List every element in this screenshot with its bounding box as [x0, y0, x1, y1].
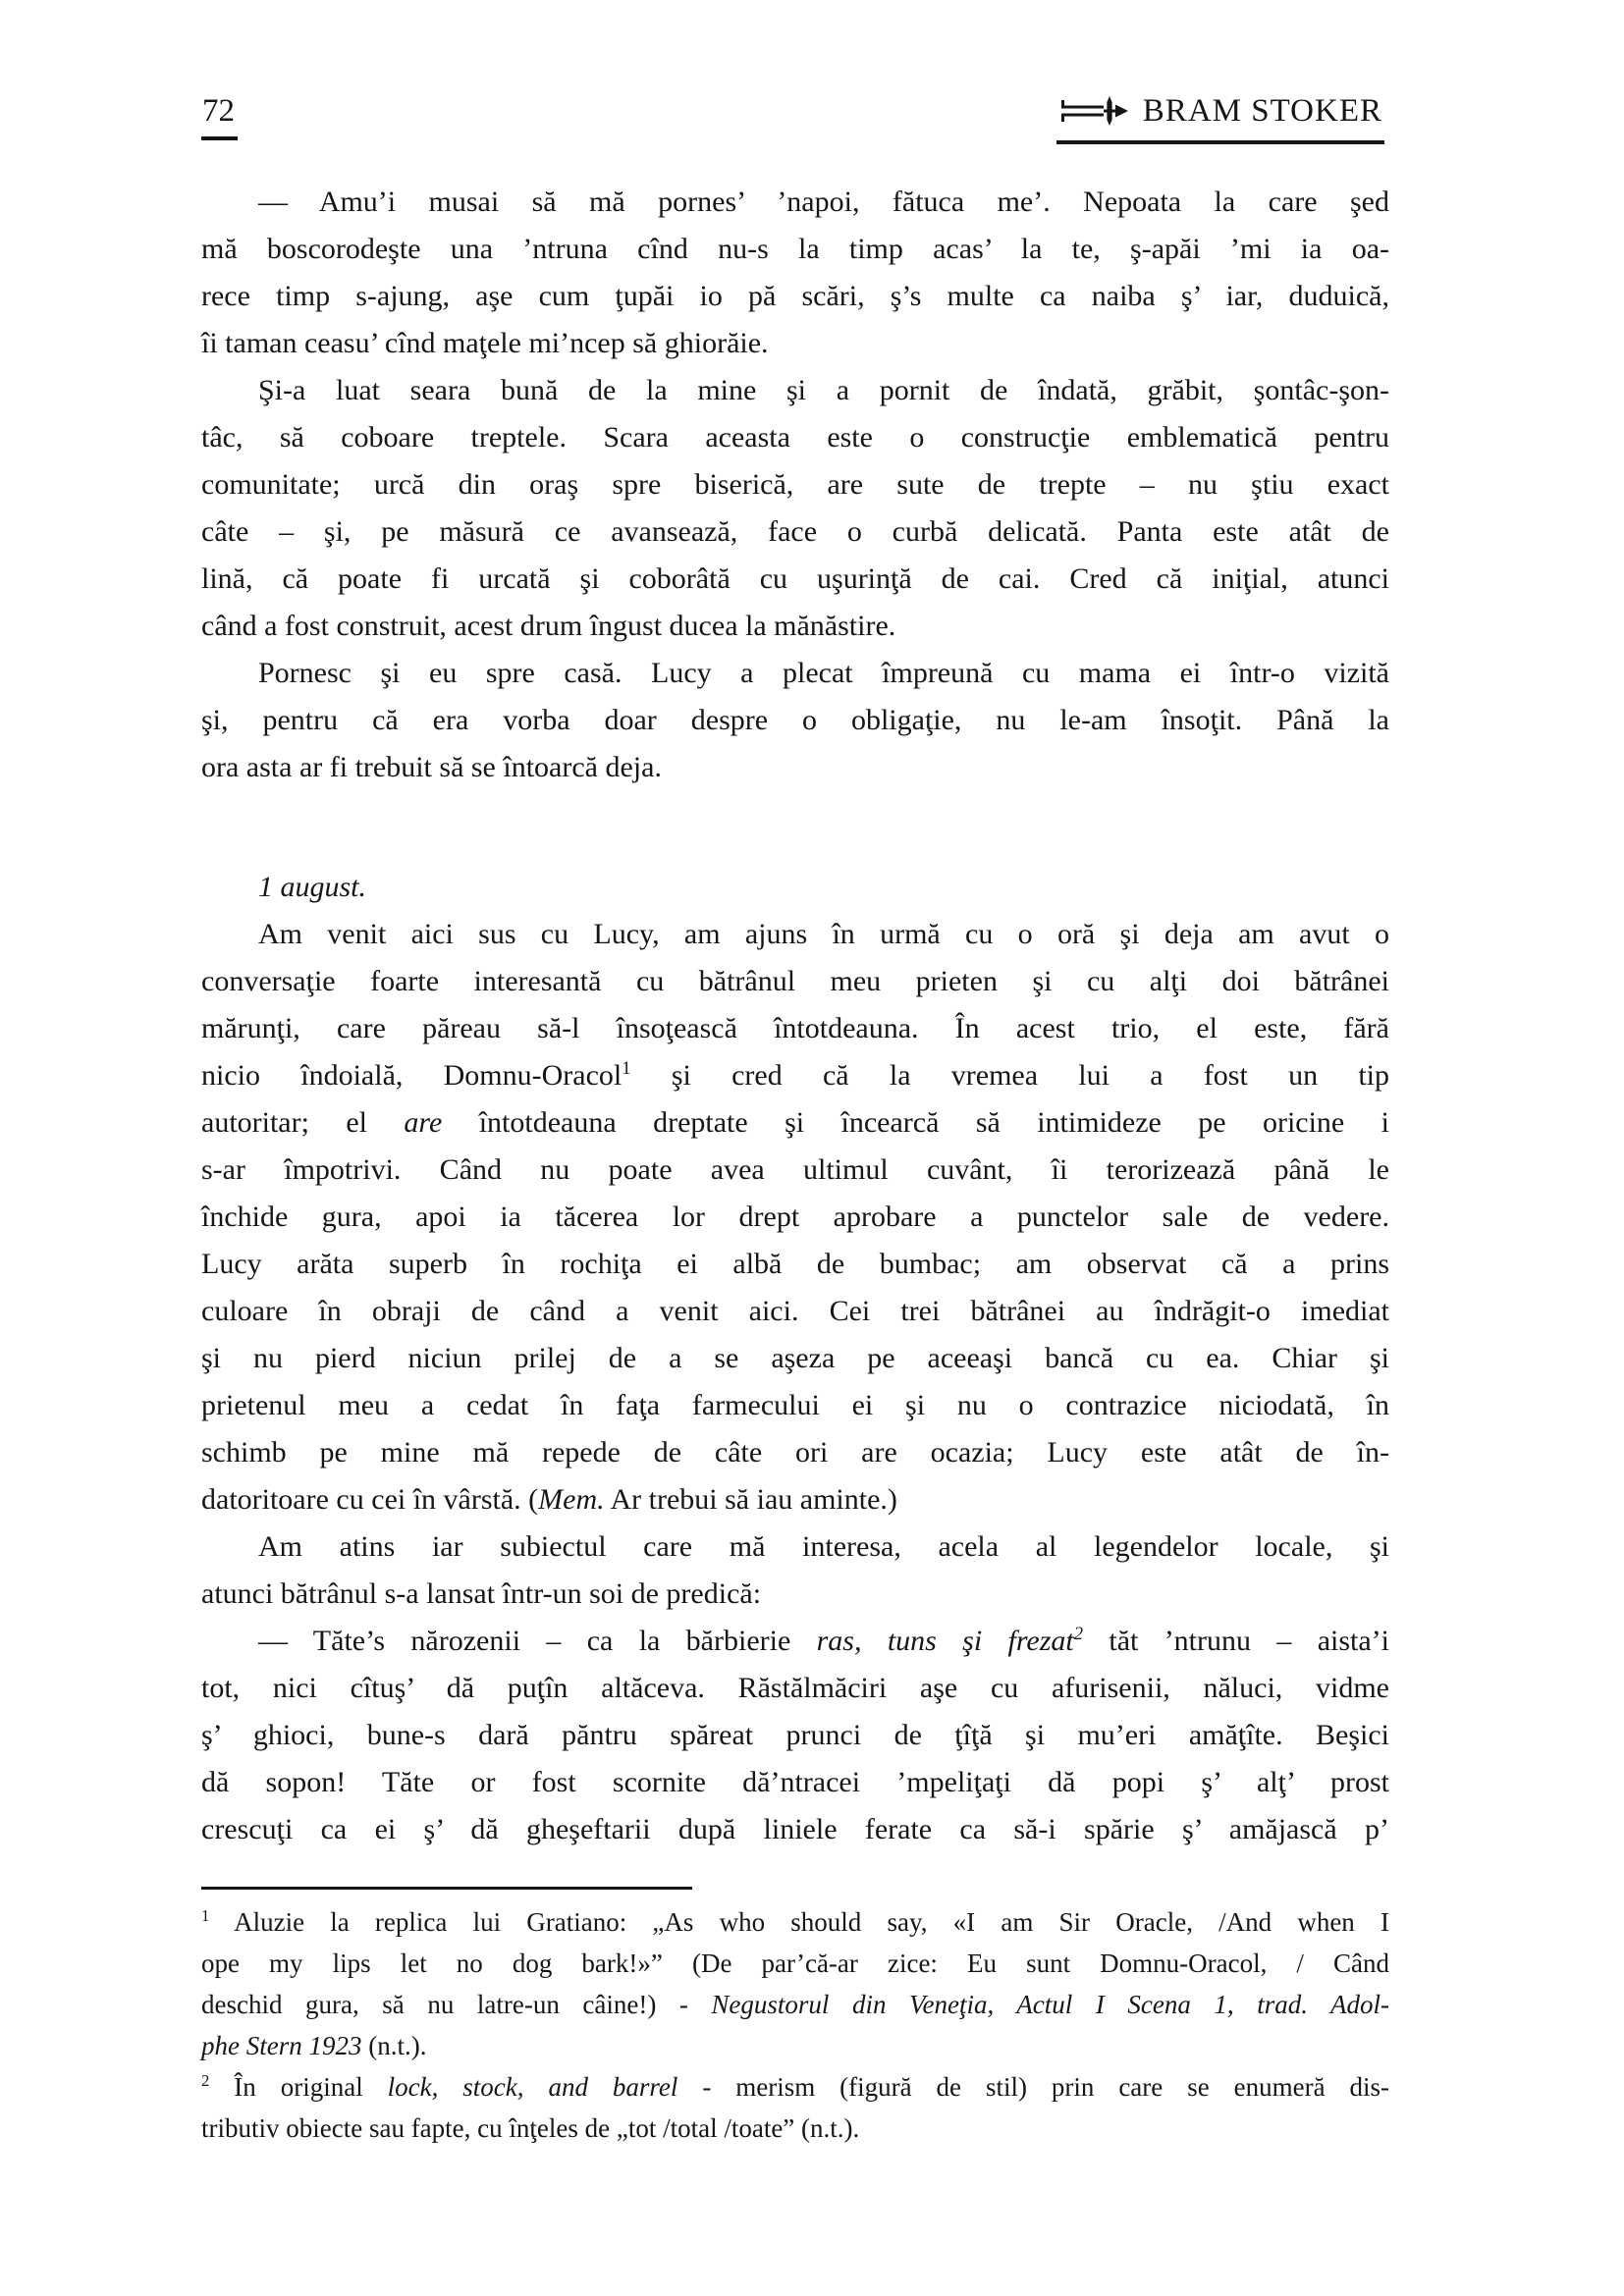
text-line: Pornesc şi eu spre casă. Lucy a plecat împreună cu mama ei într-o vizită [258, 657, 1389, 689]
footnote-line: $^2$ În original lock, stock, and barrel - merism (figură de stil) prin care se enumeră dis- [201, 2071, 1389, 2102]
paragraph [201, 367, 1389, 650]
text-line: prietenul meu a cedat în faţa farmecului ei şi nu o contrazice niciodată, în [201, 1389, 1389, 1421]
text-line: lină, că poate fi urcată şi coborâtă cu uşurinţă de cai. Cred că iniţial, atunci [201, 562, 1389, 595]
text-line: dă sopon! Tăte or fost scornite dă’ntracei ’mpeliţaţi dă popi ş’ alţ’ prost [201, 1766, 1389, 1798]
footnote-separator [201, 1887, 692, 1890]
arrow-ornament-icon [1058, 93, 1131, 129]
text-line: comunitate; urcă din oraş spre biserică, are sute de trepte – nu ştiu exact [201, 468, 1389, 501]
text-line: conversaţie foarte interesantă cu bătrânul meu prieten şi cu alţi doi bătrânei [201, 965, 1389, 997]
body-text [201, 179, 1389, 1853]
text-line: 1 august. [258, 871, 367, 903]
footnote [201, 1901, 1389, 2066]
text-line: — Amu’i musai să mă pornes’ ’napoi, fătuca me’. Nepoata la care şed [258, 186, 1389, 218]
text-line: — Tăte’s nărozenii – ca la bărbierie ras, tuns şi frezat$^2$ tăt ’ntrunu – aista’i [258, 1624, 1389, 1657]
text-line: ş’ ghioci, bune-s dară păntru spăreat prunci de ţîţă şi mu’eri amăţîte. Beşici [201, 1719, 1389, 1751]
text-line: ora asta ar fi trebuit să se întoarcă deja. [201, 751, 662, 783]
paragraph [201, 179, 1389, 367]
text-line: închide gura, apoi ia tăcerea lor drept aprobare a punctelor sale de vedere. [201, 1201, 1389, 1233]
text-line: atunci bătrânul s-a lansat într-un soi de predică: [201, 1577, 762, 1610]
text-line: îi taman ceasu’ cînd maţele mi’ncep să ghiorăie. [201, 327, 769, 359]
text-line: Lucy arăta superb în rochiţa ei albă de bumbac; am observat că a prins [201, 1248, 1389, 1280]
text-line: s-ar împotrivi. Când nu poate avea ultimul cuvânt, îi terorizează până le [201, 1153, 1389, 1186]
footnote-line: phe Stern 1923 (n.t.). [201, 2031, 427, 2060]
paragraph [201, 911, 1389, 1523]
text-line: tâc, să coboare treptele. Scara aceasta este o construcţie emblematică pentru [201, 421, 1389, 454]
text-line: Am venit aici sus cu Lucy, am ajuns în urmă cu o oră şi deja am avut o [258, 918, 1389, 950]
footnote-list [201, 1901, 1389, 2149]
paragraph [201, 1523, 1389, 1618]
page-number: 72 [201, 92, 238, 140]
footnote-line: tributiv obiecte sau fapte, cu înţeles de „tot /total /toate” (n.t.). [201, 2113, 860, 2143]
text-line: schimb pe mine mă repede de câte ori are ocazia; Lucy este atât de în- [201, 1436, 1389, 1468]
text-line: crescuţi ca ei ş’ dă gheşeftarii după liniele ferate ca să-i spărie ş’ amăjască p’ [201, 1813, 1389, 1845]
footnotes-section [201, 1887, 1389, 2149]
text-line: când a fost construit, acest drum îngust ducea la mănăstire. [201, 610, 896, 642]
page-header [201, 92, 1384, 144]
text-line: tot, nici cîtuş’ dă puţîn altăceva. Răstălmăciri aşe cu afurisenii, năluci, vidme [201, 1672, 1389, 1704]
date-heading [201, 864, 1389, 911]
text-line: nicio îndoială, Domnu-Oracol$^1$ şi cred că la vremea lui a fost un tip [201, 1058, 1390, 1092]
text-line: autoritar; el are întotdeauna dreptate şi încearcă să intimideze pe oricine i [201, 1106, 1389, 1139]
paragraph [201, 1618, 1389, 1853]
footnote [201, 2066, 1389, 2149]
text-line: datoritoare cu cei în vârstă. (Mem. Ar trebui să iau aminte.) [201, 1483, 897, 1516]
paragraph [201, 650, 1389, 791]
text-line: câte – şi, pe măsură ce avansează, face o curbă delicată. Panta este atât de [201, 515, 1389, 548]
text-line: şi, pentru că era vorba doar despre o obligaţie, nu le-am însoţit. Până la [201, 704, 1389, 736]
footnote-line: ope my lips let no dog bark!»” (De par’că-ar zice: Eu sunt Domnu-Oracol, / Când [201, 1949, 1389, 1978]
running-head [1056, 92, 1384, 144]
footnote-line: deschid gura, să nu latre-un câine!) - Negustorul din Veneţia, Actul I Scena 1, trad. Adol- [201, 1990, 1389, 2019]
text-line: şi nu pierd niciun prilej de a se aşeza pe aceeaşi bancă cu ea. Chiar şi [201, 1342, 1389, 1374]
text-line: Şi-a luat seara bună de la mine şi a pornit de îndată, grăbit, şontâc-şon- [258, 374, 1389, 406]
text-line: culoare în obraji de când a venit aici. Cei trei bătrânei au îndrăgit-o imediat [201, 1295, 1389, 1327]
footnote-line: $^1$ Aluzie la replica lui Gratiano: „As who should say, «I am Sir Oracle, /And when I [201, 1906, 1389, 1937]
text-line: mărunţi, care păreau să-l însoţească întotdeauna. În acest trio, el este, fără [201, 1012, 1389, 1044]
text-line: Am atins iar subiectul care mă interesa, acela al legendelor locale, şi [258, 1530, 1389, 1563]
text-line: mă boscorodeşte una ’ntruna cînd nu-s la timp acas’ la te, ş-apăi ’mi ia oa- [201, 233, 1389, 265]
author-name: BRAM STOKER [1142, 93, 1382, 129]
text-line: rece timp s-ajung, aşe cum ţupăi io pă scări, ş’s multe ca naiba ş’ iar, duduică, [201, 280, 1389, 312]
